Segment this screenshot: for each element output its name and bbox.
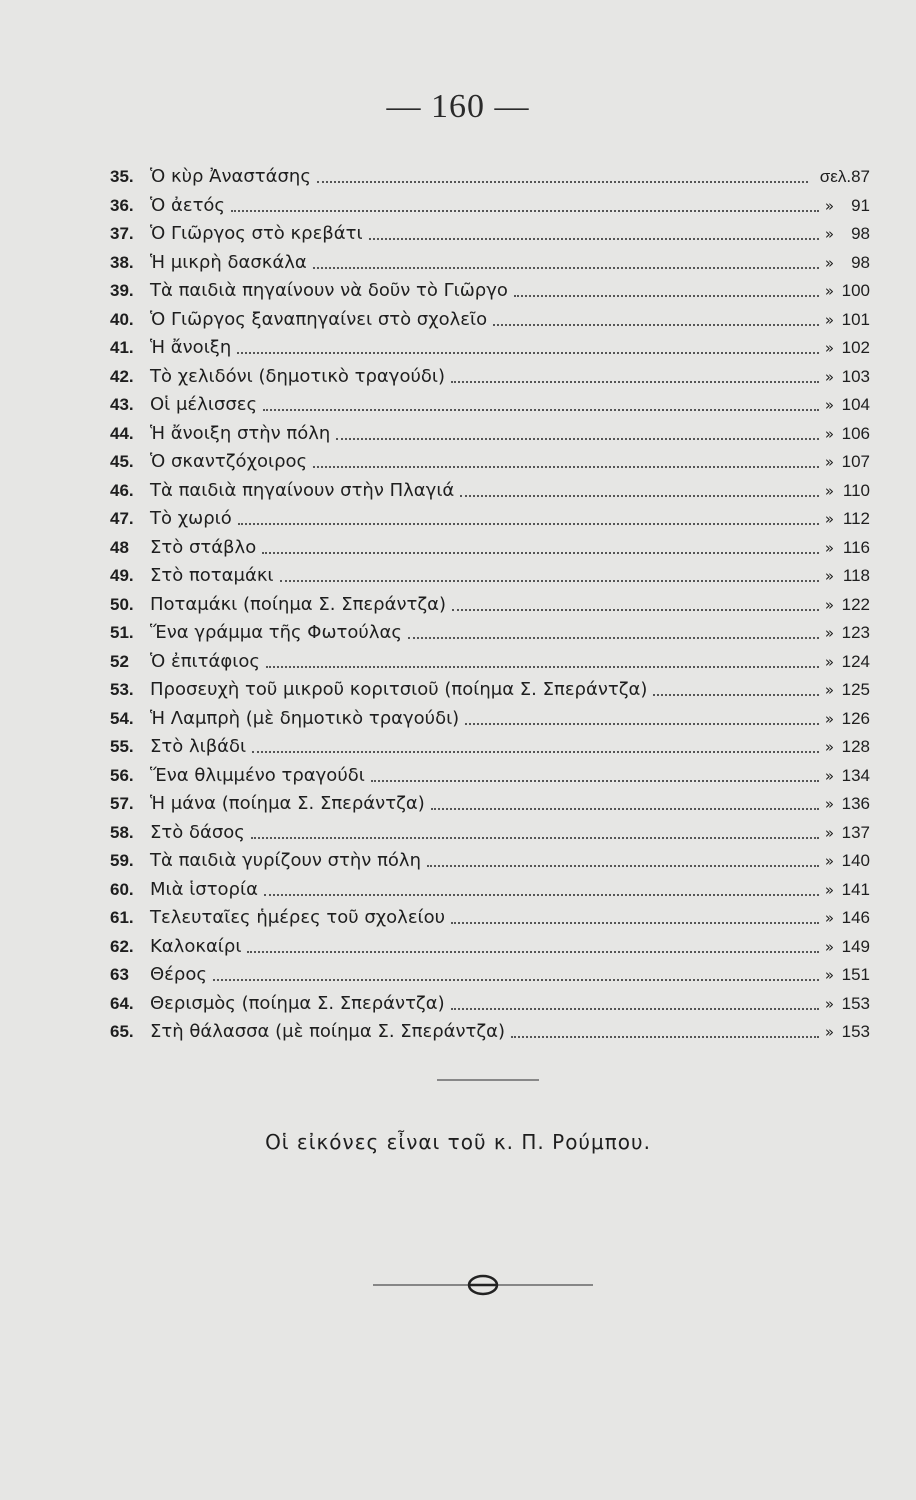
toc-entry-title: Ὁ ἀετός <box>150 194 225 216</box>
toc-row <box>110 448 870 477</box>
toc-entry-number: 46. <box>110 480 134 500</box>
toc-entry-title: Τὸ χελιδόνι (δημοτικὸ τραγούδι) <box>150 365 446 387</box>
divider-line <box>437 1079 539 1081</box>
toc-entry-title: Θέρος <box>150 964 207 985</box>
toc-entry-page: 123 <box>841 623 870 642</box>
toc-ditto-mark: » <box>824 652 834 671</box>
toc-ditto-mark: » <box>824 681 834 699</box>
toc-entry-number: 56. <box>110 765 134 785</box>
toc-ditto-mark: » <box>824 795 834 813</box>
toc-entry-title: Τελευταῖες ἡμέρες τοῦ σχολείου <box>150 907 446 928</box>
toc-entry-title: Στὸ στάβλο <box>150 536 257 558</box>
toc-entry-title: Ἕνα θλιμμένο τραγούδι <box>150 764 365 786</box>
toc-entry-number: 49. <box>110 566 134 585</box>
toc-entry-title: Στὸ δάσος <box>150 821 245 843</box>
toc-entry-number: 41. <box>110 338 134 357</box>
toc-entry-page: 125 <box>841 680 870 699</box>
toc-ditto-mark: » <box>824 367 834 386</box>
toc-entry-number: 39. <box>110 281 134 300</box>
toc-dot-leader <box>262 552 819 554</box>
toc-dot-leader <box>511 1036 819 1038</box>
toc-row <box>110 277 870 306</box>
toc-dot-leader <box>263 409 819 411</box>
toc-entry-number: 53. <box>110 680 134 699</box>
toc-row <box>110 363 870 392</box>
toc-entry-number: 59. <box>110 851 134 870</box>
toc-row <box>110 648 870 677</box>
toc-dot-leader <box>514 295 819 297</box>
toc-entry-page: 124 <box>841 651 870 671</box>
toc-entry-number: 55. <box>110 737 134 756</box>
toc-ditto-mark: » <box>824 624 834 642</box>
toc-ditto-mark: » <box>824 709 834 728</box>
toc-entry-title: Τὰ παιδιὰ γυρίζουν στὴν πόλη <box>150 850 421 871</box>
toc-dot-leader <box>451 381 819 383</box>
toc-dot-leader <box>264 894 819 896</box>
toc-entry-page: 118 <box>842 566 870 585</box>
toc-dot-leader <box>452 609 819 611</box>
toc-dot-leader <box>252 751 819 753</box>
toc-entry-page: 136 <box>841 794 870 813</box>
toc-ditto-mark: » <box>824 880 834 899</box>
toc-entry-page: 128 <box>841 737 870 756</box>
toc-entry-title: Θερισμὸς (ποίημα Σ. Σπεράντζα) <box>150 992 445 1014</box>
toc-ditto-mark: » <box>824 966 834 984</box>
toc-entry-page: 140 <box>841 851 870 870</box>
toc-dot-leader <box>451 1008 819 1010</box>
toc-entry-page: 146 <box>841 908 870 927</box>
toc-ditto-mark: » <box>824 937 834 956</box>
table-of-contents <box>110 163 870 1047</box>
page-number: — 160 — <box>386 88 530 125</box>
toc-entry-number: 35. <box>110 167 134 186</box>
toc-entry-title: Τὸ χωριό <box>150 508 232 529</box>
toc-row <box>110 990 870 1019</box>
toc-entry-page: 153 <box>841 993 870 1013</box>
toc-row <box>110 676 870 705</box>
toc-row <box>110 334 870 363</box>
toc-row <box>110 1018 870 1047</box>
toc-row <box>110 534 870 563</box>
toc-entry-number: 42. <box>110 366 134 386</box>
toc-row <box>110 220 870 249</box>
toc-entry-page: 110 <box>842 480 870 500</box>
toc-row <box>110 420 870 449</box>
toc-entry-number: 54. <box>110 708 134 728</box>
toc-ditto-mark: » <box>824 396 834 414</box>
toc-entry-number: 36. <box>110 195 134 215</box>
toc-ditto-mark: » <box>824 424 834 443</box>
toc-entry-number: 62. <box>110 936 134 956</box>
toc-entry-title: Καλοκαίρι <box>150 935 242 957</box>
toc-dot-leader <box>465 723 819 725</box>
toc-entry-title: Προσευχὴ τοῦ μικροῦ κοριτσιοῦ (ποίημα Σ. Σπεράντζα) <box>150 679 648 700</box>
toc-ditto-mark: » <box>824 766 834 785</box>
toc-entry-title: Στὴ θάλασσα (μὲ ποίημα Σ. Σπεράντζα) <box>150 1021 506 1042</box>
toc-ditto-mark: » <box>824 310 834 329</box>
toc-dot-leader <box>336 438 819 440</box>
toc-ditto-mark: » <box>824 595 834 614</box>
toc-ditto-mark: » <box>824 253 834 272</box>
toc-entry-title: Ὁ σκαντζόχοιρος <box>150 451 308 472</box>
toc-entry-title: Ἡ μάνα (ποίημα Σ. Σπεράντζα) <box>150 793 425 814</box>
toc-ditto-mark: » <box>824 339 834 357</box>
toc-ditto-mark: » <box>824 510 834 528</box>
toc-entry-page: 126 <box>841 708 870 728</box>
toc-ditto-mark: » <box>824 909 834 927</box>
toc-dot-leader <box>431 808 819 810</box>
toc-entry-page: 106 <box>841 423 870 443</box>
toc-entry-number: 60. <box>110 879 134 899</box>
toc-row <box>110 249 870 278</box>
toc-ditto-mark: » <box>824 225 834 243</box>
toc-entry-page: 112 <box>842 509 870 528</box>
toc-entry-title: Ἡ Λαμπρὴ (μὲ δημοτικὸ τραγούδι) <box>150 707 460 729</box>
toc-entry-number: 38. <box>110 252 134 272</box>
toc-dot-leader <box>266 666 819 668</box>
toc-dot-leader <box>280 580 819 582</box>
toc-dot-leader <box>313 267 819 269</box>
toc-entry-page: 107 <box>841 452 870 471</box>
toc-dot-leader <box>460 495 819 497</box>
toc-dot-leader <box>247 951 818 953</box>
toc-entry-number: 48 <box>110 537 129 557</box>
toc-ditto-mark: » <box>824 453 834 471</box>
toc-entry-page: 149 <box>841 936 870 956</box>
toc-dot-leader <box>213 979 819 981</box>
toc-entry-title: Ὁ κὺρ Ἀναστάσης <box>150 166 311 187</box>
toc-entry-page: 98 <box>851 224 870 243</box>
toc-ditto-mark: » <box>824 481 834 500</box>
toc-entry-number: 40. <box>110 309 134 329</box>
toc-entry-number: 37. <box>110 224 134 243</box>
toc-entry-page: 100 <box>841 281 870 300</box>
toc-row <box>110 391 870 420</box>
toc-row <box>110 847 870 876</box>
toc-dot-leader <box>408 637 819 639</box>
toc-dot-leader <box>251 837 819 839</box>
toc-entry-number: 63 <box>110 965 129 984</box>
toc-ditto-mark: » <box>824 994 834 1013</box>
toc-entry-number: 45. <box>110 452 134 471</box>
toc-row <box>110 819 870 848</box>
toc-ditto-mark: » <box>824 738 834 756</box>
toc-dot-leader <box>238 523 819 525</box>
toc-ditto-mark: » <box>824 1023 834 1041</box>
toc-entry-page: 104 <box>841 395 870 414</box>
toc-dot-leader <box>237 352 819 354</box>
toc-entry-number: 51. <box>110 623 134 642</box>
toc-entry-title: Τὰ παιδιὰ πηγαίνουν νὰ δοῦν τὸ Γιῶργο <box>150 280 508 301</box>
toc-entry-title: Οἱ μέλισσες <box>150 394 258 415</box>
toc-entry-page: 137 <box>841 822 870 842</box>
toc-entry-page: 103 <box>841 366 870 386</box>
toc-entry-page: 91 <box>851 195 870 215</box>
toc-ditto-mark: » <box>824 538 834 557</box>
toc-row <box>110 904 870 933</box>
toc-entry-number: 50. <box>110 594 134 614</box>
toc-dot-leader <box>371 780 819 782</box>
toc-entry-page: 134 <box>841 765 870 785</box>
toc-dot-leader <box>313 466 819 468</box>
toc-entry-title: Τὰ παιδιὰ πηγαίνουν στὴν Πλαγιά <box>150 479 455 501</box>
toc-dot-leader <box>493 324 819 326</box>
toc-entry-number: 47. <box>110 509 134 528</box>
toc-row <box>110 306 870 335</box>
toc-row <box>110 961 870 990</box>
toc-dot-leader <box>427 865 819 867</box>
toc-entry-page: 116 <box>842 537 870 557</box>
toc-entry-page: 153 <box>841 1022 870 1041</box>
toc-entry-page: 102 <box>841 338 870 357</box>
toc-entry-title: Μιὰ ἱστορία <box>150 878 258 900</box>
toc-entry-number: 65. <box>110 1022 134 1041</box>
toc-ditto-mark: » <box>824 282 834 300</box>
toc-row <box>110 790 870 819</box>
toc-dot-leader <box>451 922 819 924</box>
toc-row <box>110 192 870 221</box>
toc-entry-number: 61. <box>110 908 134 927</box>
toc-entry-number: 52 <box>110 651 129 671</box>
toc-entry-page: σελ.87 <box>819 167 870 186</box>
toc-entry-title: Ἡ ἄνοιξη στὴν πόλη <box>150 422 331 444</box>
toc-row <box>110 619 870 648</box>
toc-row <box>110 477 870 506</box>
toc-entry-number: 57. <box>110 794 134 813</box>
toc-row <box>110 163 870 192</box>
toc-row <box>110 562 870 591</box>
toc-ditto-mark: » <box>824 823 834 842</box>
toc-row <box>110 933 870 962</box>
toc-entry-page: 101 <box>841 309 870 329</box>
toc-row <box>110 876 870 905</box>
toc-dot-leader <box>231 210 819 212</box>
toc-ditto-mark: » <box>824 567 834 585</box>
toc-entry-page: 122 <box>841 594 870 614</box>
toc-entry-title: Ὁ ἐπιτάφιος <box>150 650 260 672</box>
toc-entry-title: Ἕνα γράμμα τῆς Φωτούλας <box>150 622 402 643</box>
toc-entry-page: 151 <box>841 965 870 984</box>
toc-row <box>110 705 870 734</box>
toc-row <box>110 505 870 534</box>
toc-entry-number: 58. <box>110 822 134 842</box>
toc-entry-title: Ὁ Γιῶργος ξαναπηγαίνει στὸ σχολεῖο <box>150 308 488 330</box>
toc-dot-leader <box>653 694 818 696</box>
toc-entry-title: Ὁ Γιῶργος στὸ κρεβάτι <box>150 223 363 244</box>
toc-row <box>110 762 870 791</box>
end-ornament-icon <box>373 1273 593 1297</box>
toc-entry-title: Ποταμάκι (ποίημα Σ. Σπεράντζα) <box>150 593 447 615</box>
toc-entry-title: Ἡ μικρὴ δασκάλα <box>150 251 307 273</box>
toc-entry-page: 141 <box>841 879 870 899</box>
toc-entry-title: Ἡ ἄνοιξη <box>150 337 232 358</box>
toc-entry-number: 43. <box>110 395 134 414</box>
toc-entry-page: 98 <box>851 252 870 272</box>
toc-dot-leader <box>369 238 819 240</box>
illustrations-credit: Οἱ εἰκόνες εἶναι τοῦ κ. Π. Ρούμπου. <box>265 1130 651 1154</box>
toc-ditto-mark: » <box>824 852 834 870</box>
toc-row <box>110 591 870 620</box>
toc-entry-title: Στὸ ποταμάκι <box>150 565 274 586</box>
toc-entry-title: Στὸ λιβάδι <box>150 736 247 757</box>
toc-entry-number: 64. <box>110 993 134 1013</box>
toc-row <box>110 733 870 762</box>
toc-ditto-mark: » <box>824 196 834 215</box>
toc-entry-number: 44. <box>110 423 134 443</box>
toc-dot-leader <box>317 181 808 183</box>
